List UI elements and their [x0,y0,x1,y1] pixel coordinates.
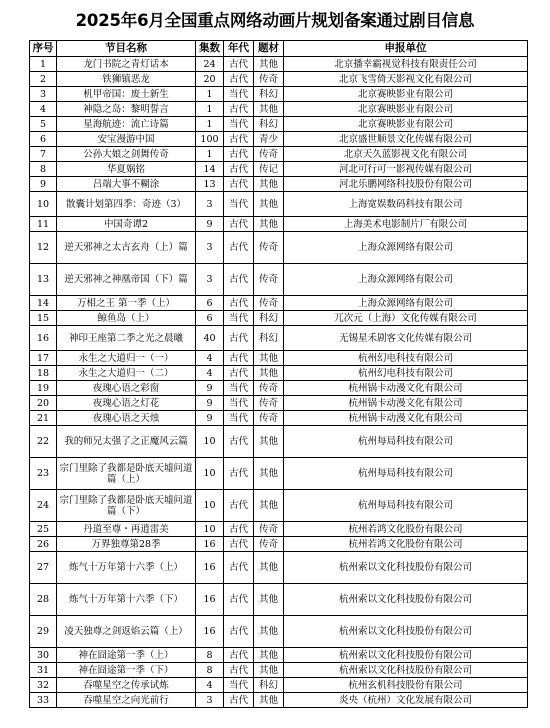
cell-era: 当代 [224,678,254,693]
table-row [30,351,528,366]
cell-genre: 青少 [254,132,284,147]
cell-program-name: 吞噬星空之向光前行 [57,693,196,708]
cell-program-name: 我的师兄太强了之正魔风云篇 [57,426,196,458]
cell-row-number: 28 [30,584,57,616]
cell-program-name: 星海航迹：流亡诗篇 [57,117,196,132]
cell-episode-count: 3 [196,192,224,217]
cell-genre: 其他 [254,102,284,117]
cell-row-number: 9 [30,177,57,192]
cell-genre: 科幻 [254,678,284,693]
cell-episode-count: 9 [196,411,224,426]
cell-program-name: 永生之大道归一（二） [57,366,196,381]
cell-episode-count: 3 [196,264,224,296]
cell-applicant-unit: 杭州索以文化科技股份有限公司 [284,616,528,648]
cell-row-number: 5 [30,117,57,132]
cell-row-number: 22 [30,426,57,458]
cell-genre: 传奇 [254,411,284,426]
cell-applicant-unit: 杭州幻电科技有限公司 [284,366,528,381]
cell-genre: 其他 [254,366,284,381]
cell-applicant-unit: 上海美术电影制片厂有限公司 [284,217,528,232]
col-header-unit: 申报单位 [284,41,528,57]
cell-applicant-unit: 杭州索以文化科技股份有限公司 [284,663,528,678]
cell-applicant-unit: 北京天久蓝影视文化有限公司 [284,147,528,162]
cell-genre: 其他 [254,693,284,708]
cell-applicant-unit: 杭州锅卡动漫文化有限公司 [284,396,528,411]
cell-row-number: 21 [30,411,57,426]
cell-program-name: 铁狮镇恶龙 [57,72,196,87]
cell-era: 古代 [224,132,254,147]
cell-genre: 其他 [254,458,284,490]
cell-program-name: 公孙大娘之剑舞传奇 [57,147,196,162]
cell-genre: 传奇 [254,381,284,396]
cell-episode-count: 1 [196,87,224,102]
cell-episode-count: 16 [196,616,224,648]
table-row [30,490,528,522]
cell-genre: 其他 [254,552,284,584]
cell-row-number: 20 [30,396,57,411]
cell-applicant-unit: 北京播幸霸视觉科技有限责任公司 [284,57,528,72]
cell-program-name: 吕端大事不糊涂 [57,177,196,192]
cell-applicant-unit: 北京盛世顺景文化传媒有限公司 [284,132,528,147]
table-row [30,584,528,616]
table-row [30,57,528,72]
filing-table [29,40,528,708]
cell-episode-count: 6 [196,311,224,326]
cell-episode-count: 4 [196,678,224,693]
cell-row-number: 17 [30,351,57,366]
cell-era: 当代 [224,87,254,102]
table-row [30,232,528,264]
cell-applicant-unit: 杭州若鸿文化股份有限公司 [284,522,528,537]
cell-applicant-unit: 北京赛映影业有限公司 [284,117,528,132]
cell-genre: 科幻 [254,326,284,351]
cell-row-number: 24 [30,490,57,522]
cell-program-name: 万相之王 第一季（上） [57,296,196,311]
cell-era: 古代 [224,102,254,117]
cell-genre: 其他 [254,663,284,678]
cell-row-number: 27 [30,552,57,584]
col-header-era: 年代 [224,41,254,57]
cell-program-name: 丹道至尊・再逍雷美 [57,522,196,537]
cell-row-number: 1 [30,57,57,72]
cell-genre: 传奇 [254,396,284,411]
cell-episode-count: 20 [196,72,224,87]
cell-row-number: 19 [30,381,57,396]
cell-episode-count: 1 [196,147,224,162]
cell-row-number: 29 [30,616,57,648]
cell-genre: 科幻 [254,311,284,326]
cell-episode-count: 16 [196,584,224,616]
cell-applicant-unit: 杭州每局科技有限公司 [284,490,528,522]
cell-row-number: 33 [30,693,57,708]
cell-era: 古代 [224,296,254,311]
cell-program-name: 永生之大道归一（一） [57,351,196,366]
cell-row-number: 7 [30,147,57,162]
table-row [30,678,528,693]
cell-program-name: 炼气十万年第十六季（下） [57,584,196,616]
cell-era: 古代 [224,217,254,232]
cell-episode-count: 8 [196,648,224,663]
cell-applicant-unit: 炎央（杭州）文化发展有限公司 [284,693,528,708]
cell-genre: 传奇 [254,296,284,311]
cell-program-name: 神印王座第二季之光之晨曦 [57,326,196,351]
cell-program-name: 鲸鱼岛（上） [57,311,196,326]
cell-program-name: 中国奇谭2 [57,217,196,232]
cell-era: 当代 [224,192,254,217]
cell-row-number: 12 [30,232,57,264]
cell-row-number: 18 [30,366,57,381]
cell-genre: 科幻 [254,87,284,102]
table-row [30,426,528,458]
table-row [30,366,528,381]
cell-row-number: 3 [30,87,57,102]
col-header-episodes: 集数 [196,41,224,57]
cell-program-name: 万界独尊第28季 [57,537,196,552]
cell-genre: 传奇 [254,72,284,87]
cell-episode-count: 6 [196,296,224,311]
cell-program-name: 神在囧途第一季（下） [57,663,196,678]
cell-era: 古代 [224,264,254,296]
table-row [30,311,528,326]
table-row [30,616,528,648]
table-row [30,537,528,552]
table-row [30,102,528,117]
table-row [30,522,528,537]
cell-episode-count: 16 [196,537,224,552]
cell-applicant-unit: 杭州幻电科技有限公司 [284,351,528,366]
cell-applicant-unit: 杭州锅卡动漫文化有限公司 [284,411,528,426]
cell-era: 当代 [224,311,254,326]
cell-applicant-unit: 上海众源网络有限公司 [284,232,528,264]
cell-row-number: 32 [30,678,57,693]
cell-program-name: 龙门书院之青灯话本 [57,57,196,72]
cell-era: 古代 [224,366,254,381]
table-row [30,132,528,147]
cell-episode-count: 10 [196,522,224,537]
cell-genre: 科幻 [254,117,284,132]
table-body [30,57,528,708]
cell-genre: 其他 [254,648,284,663]
cell-genre: 其他 [254,192,284,217]
table-row [30,326,528,351]
cell-era: 古代 [224,458,254,490]
cell-genre: 其他 [254,616,284,648]
cell-episode-count: 14 [196,162,224,177]
table-row [30,147,528,162]
cell-episode-count: 4 [196,351,224,366]
cell-applicant-unit: 上海众源网络有限公司 [284,264,528,296]
col-header-name: 节目名称 [57,41,196,57]
cell-program-name: 夜瑰心语之天烛 [57,411,196,426]
cell-row-number: 15 [30,311,57,326]
cell-genre: 其他 [254,351,284,366]
table-row [30,117,528,132]
cell-row-number: 4 [30,102,57,117]
cell-genre: 传奇 [254,147,284,162]
cell-program-name: 逆天邪神之神凰帝国（下）篇 [57,264,196,296]
cell-genre: 其他 [254,57,284,72]
cell-era: 当代 [224,411,254,426]
cell-row-number: 6 [30,132,57,147]
cell-program-name: 安宝漫游中国 [57,132,196,147]
cell-era: 古代 [224,177,254,192]
cell-row-number: 16 [30,326,57,351]
cell-era: 古代 [224,72,254,87]
cell-era: 古代 [224,147,254,162]
cell-program-name: 凌天独尊之剑返焰云篇（上） [57,616,196,648]
cell-row-number: 26 [30,537,57,552]
cell-program-name: 宗门里除了我都是卧底天墟问道篇（下） [57,490,196,522]
cell-era: 古代 [224,326,254,351]
cell-episode-count: 9 [196,217,224,232]
table-row [30,693,528,708]
cell-applicant-unit: 杭州每局科技有限公司 [284,426,528,458]
cell-episode-count: 3 [196,232,224,264]
cell-episode-count: 9 [196,396,224,411]
cell-episode-count: 16 [196,552,224,584]
cell-episode-count: 1 [196,102,224,117]
cell-program-name: 华夏娲铭 [57,162,196,177]
cell-program-name: 散囊计划第四季：奇迹（3） [57,192,196,217]
cell-genre: 其他 [254,177,284,192]
cell-row-number: 10 [30,192,57,217]
cell-program-name: 神在囧途第一季（上） [57,648,196,663]
cell-era: 当代 [224,117,254,132]
cell-episode-count: 10 [196,458,224,490]
cell-era: 古代 [224,351,254,366]
cell-row-number: 23 [30,458,57,490]
cell-episode-count: 10 [196,426,224,458]
table-row [30,72,528,87]
cell-episode-count: 100 [196,132,224,147]
cell-applicant-unit: 杭州每局科技有限公司 [284,458,528,490]
cell-episode-count: 8 [196,663,224,678]
cell-row-number: 2 [30,72,57,87]
cell-program-name: 机甲帝国：废土新生 [57,87,196,102]
table-header-row [30,41,528,57]
cell-applicant-unit: 北京赛映影业有限公司 [284,87,528,102]
cell-era: 古代 [224,162,254,177]
cell-program-name: 夜瑰心语之彩窗 [57,381,196,396]
cell-episode-count: 4 [196,366,224,381]
cell-episode-count: 9 [196,381,224,396]
cell-era: 古代 [224,552,254,584]
cell-era: 古代 [224,57,254,72]
cell-genre: 其他 [254,426,284,458]
table-row [30,458,528,490]
cell-genre: 传记 [254,162,284,177]
cell-applicant-unit: 上海众源网络有限公司 [284,296,528,311]
cell-row-number: 8 [30,162,57,177]
cell-applicant-unit: 杭州索以文化科技股份有限公司 [284,648,528,663]
cell-applicant-unit: 河北乐鹏网络科技股份有限公司 [284,177,528,192]
cell-era: 古代 [224,522,254,537]
cell-program-name: 炼气十万年第十六季（上） [57,552,196,584]
table-row [30,552,528,584]
cell-genre: 其他 [254,217,284,232]
cell-applicant-unit: 北京赛映影业有限公司 [284,102,528,117]
cell-applicant-unit: 上海宽娱数码科技有限公司 [284,192,528,217]
cell-genre: 传奇 [254,264,284,296]
cell-era: 古代 [224,648,254,663]
cell-applicant-unit: 杭州索以文化科技股份有限公司 [284,584,528,616]
cell-era: 古代 [224,537,254,552]
cell-era: 古代 [224,232,254,264]
cell-genre: 传奇 [254,232,284,264]
table-row [30,648,528,663]
cell-row-number: 31 [30,663,57,678]
table-row [30,296,528,311]
cell-applicant-unit: 河北可行可一影视传媒有限公司 [284,162,528,177]
cell-era: 古代 [224,663,254,678]
cell-applicant-unit: 杭州玄机科技股份有限公司 [284,678,528,693]
table-row [30,177,528,192]
col-header-no: 序号 [30,41,57,57]
cell-era: 当代 [224,381,254,396]
table-row [30,663,528,678]
cell-era: 古代 [224,584,254,616]
cell-genre: 其他 [254,584,284,616]
cell-program-name: 夜瑰心语之灯花 [57,396,196,411]
cell-applicant-unit: 杭州锅卡动漫文化有限公司 [284,381,528,396]
cell-era: 古代 [224,490,254,522]
table-row [30,381,528,396]
cell-era: 古代 [224,426,254,458]
cell-genre: 其他 [254,490,284,522]
table-row [30,411,528,426]
cell-genre: 传奇 [254,537,284,552]
cell-row-number: 25 [30,522,57,537]
cell-row-number: 30 [30,648,57,663]
cell-episode-count: 13 [196,177,224,192]
cell-era: 古代 [224,616,254,648]
cell-program-name: 吞噬星空之传承试炼 [57,678,196,693]
table-row [30,264,528,296]
cell-applicant-unit: 无锡星禾剧客文化传媒有限公司 [284,326,528,351]
col-header-genre: 题材 [254,41,284,57]
cell-row-number: 11 [30,217,57,232]
cell-era: 当代 [224,396,254,411]
document-title: 2025年6月全国重点网络动画片规划备案通过剧目信息 [75,11,475,30]
table-row [30,396,528,411]
cell-applicant-unit: 杭州索以文化科技股份有限公司 [284,552,528,584]
table-row [30,217,528,232]
cell-applicant-unit: 兀次元（上海）文化传媒有限公司 [284,311,528,326]
table-row [30,162,528,177]
cell-episode-count: 1 [196,117,224,132]
cell-program-name: 宗门里除了我都是卧底天墟问道篇（上） [57,458,196,490]
cell-episode-count: 3 [196,693,224,708]
cell-episode-count: 40 [196,326,224,351]
cell-applicant-unit: 杭州若鸿文化股份有限公司 [284,537,528,552]
cell-row-number: 14 [30,296,57,311]
table-row [30,87,528,102]
cell-row-number: 13 [30,264,57,296]
cell-genre: 传奇 [254,522,284,537]
cell-program-name: 逆天邪神之太古玄舟（上）篇 [57,232,196,264]
cell-program-name: 神隐之岛：黎明誓言 [57,102,196,117]
cell-episode-count: 24 [196,57,224,72]
cell-episode-count: 10 [196,490,224,522]
cell-applicant-unit: 北京飞雪倚天影视文化有限公司 [284,72,528,87]
table-row [30,192,528,217]
cell-era: 古代 [224,693,254,708]
